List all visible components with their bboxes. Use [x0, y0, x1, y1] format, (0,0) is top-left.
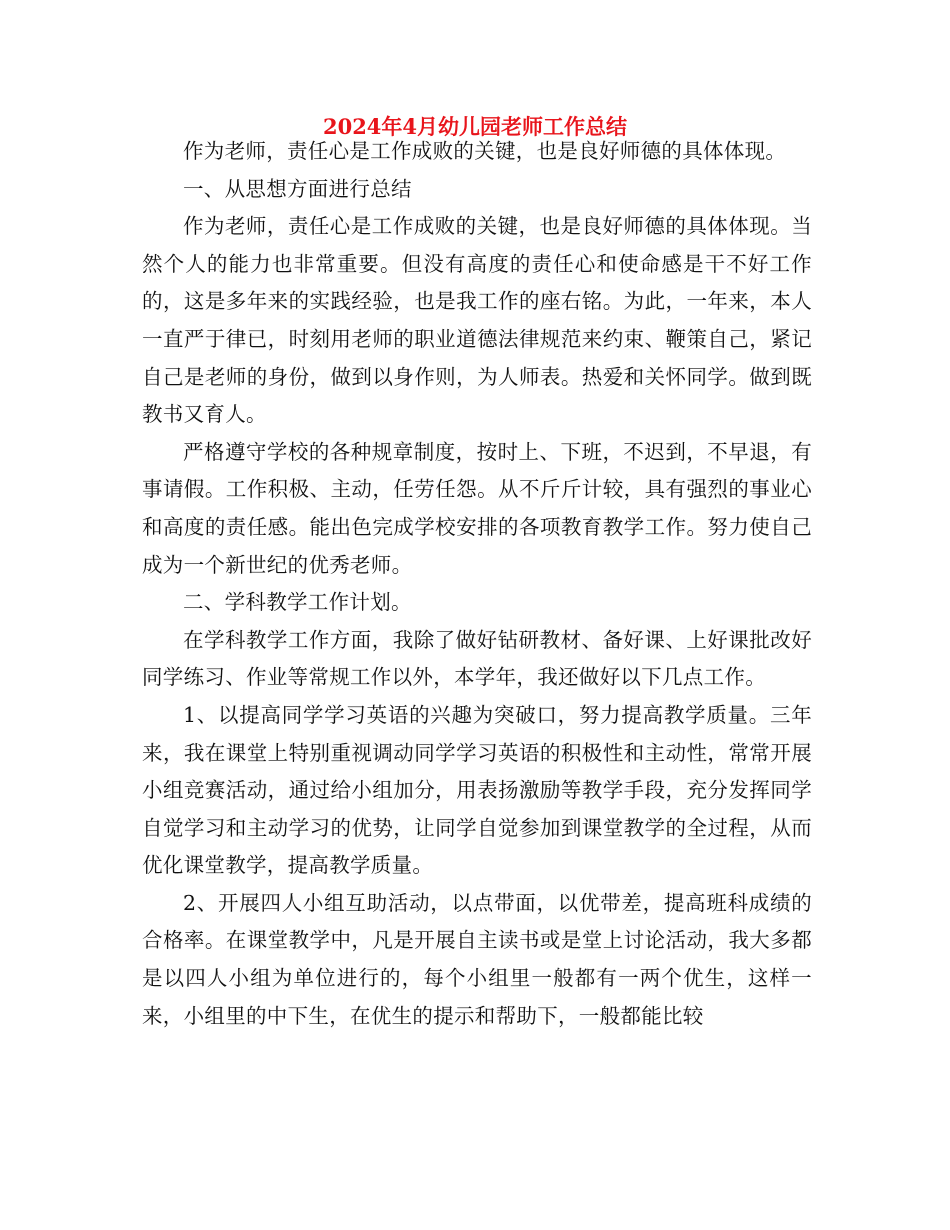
section-heading-1: 一、从思想方面进行总结: [183, 176, 412, 201]
paragraph: 在学科教学工作方面，我除了做好钻研教材、备好课、上好课批改好同学练习、作业等常规工作以外，本学年，我还做好以下几点工作。: [142, 627, 812, 690]
document-title: 2024年4月幼儿园老师工作总结: [322, 114, 628, 139]
paragraph: 严格遵守学校的各种规章制度，按时上、下班，不迟到，不早退，有事请假。工作积极、主动，任劳任怨。从不斤斤计较，具有强烈的事业心和高度的责任感。能出色完成学校安排的各项教育教学工作。努力使自己成为一个新世纪的优秀老师。: [142, 439, 812, 577]
document-body: [142, 133, 812, 1035]
section-heading-2: 二、学科教学工作计划。: [183, 590, 412, 615]
paragraph-intro: 作为老师，责任心是工作成败的关键，也是良好师德的具体体现。: [183, 139, 787, 163]
paragraph-item-1: 1、以提高同学学习英语的兴趣为突破口，努力提高教学质量。三年来，我在课堂上特别重视调动同学学习英语的积极性和主动性，常常开展小组竞赛活动，通过给小组加分，用表扬激励等教学手段，充分发挥同学自觉学习和主动学习的优势，让同学自觉参加到课堂教学的全过程，从而优化课堂教学，提高教学质量。: [142, 702, 812, 878]
paragraph: 作为老师，责任心是工作成败的关键，也是良好师德的具体体现。当然个人的能力也非常重要。但没有高度的责任心和使命感是干不好工作的，这是多年来的实践经验，也是我工作的座右铭。为此，一年来，本人一直严于律已，时刻用老师的职业道德法律规范来约束、鞭策自己，紧记自己是老师的身份，做到以身作则，为人师表。热爱和关怀同学。做到既教书又育人。: [142, 214, 812, 427]
paragraph-item-2: 2、开展四人小组互助活动，以点带面，以优带差，提高班科成绩的合格率。在课堂教学中，凡是开展自主读书或是堂上讨论活动，我大多都是以四人小组为单位进行的，每个小组里一般都有一两个优生，这样一来，小组里的中下生，在优生的提示和帮助下，一般都能比较: [142, 890, 812, 1028]
